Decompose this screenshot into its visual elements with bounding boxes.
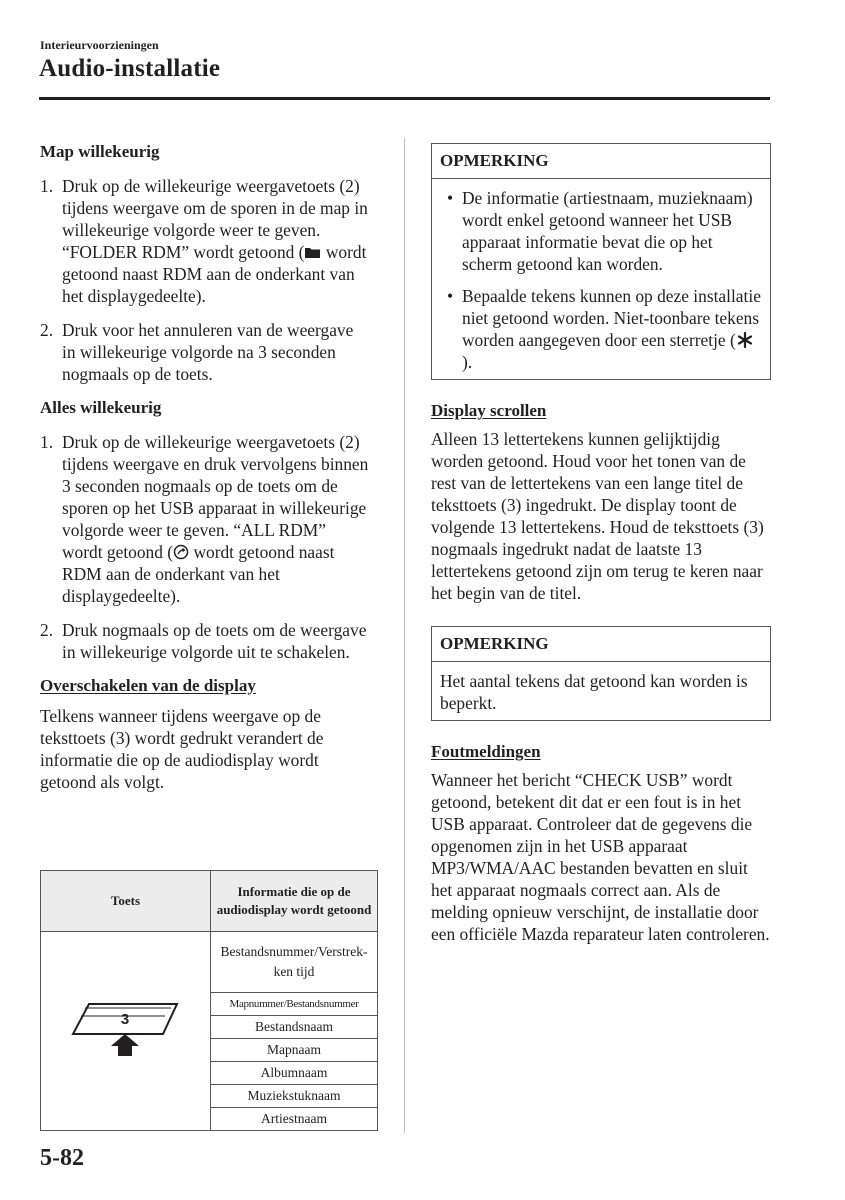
text-key-icon <box>71 994 181 1064</box>
note-body <box>432 662 770 720</box>
list-item <box>40 619 370 663</box>
table-cell: Mapnummer/Bestandsnummer <box>211 993 378 1016</box>
table-cell: Artiestnaam <box>211 1108 378 1131</box>
table-cell: Bestandsnummer/Verstrek-ken tijd <box>211 932 378 993</box>
display-scroll-text: Alleen 13 lettertekens kunnen gelijktijdig worden getoond. Houd voor het tonen van de rest van de lettertekens van een lange titel de teksttoets (3) ingedrukt. De display toont de volgende 13 lettertekens. Houd de teksttoets (3) nogmaals ingedrukt nadat de laatste 13 lettertekens getoond zijn om terug te keren naar het begin van de titel. <box>431 429 764 603</box>
key-cell <box>41 932 211 1131</box>
page-number: 5-82 <box>40 1145 84 1171</box>
list-item <box>40 319 370 385</box>
errors-heading: Foutmeldingen <box>431 742 541 761</box>
map-random-heading: Map willekeurig <box>40 142 160 161</box>
step-text: Druk voor het annuleren van de weergave in willekeurige volgorde na 3 seconden nogmaals op de toets. <box>62 320 354 384</box>
note-heading: OPMERKING <box>432 627 770 662</box>
bullet-text: De informatie (artiestnaam, muzieknaam) wordt enkel getoond wanneer het USB apparaat informatie bevat die op het scherm getoond kan worden. <box>462 188 753 274</box>
list-item <box>40 431 370 607</box>
column-divider <box>404 138 405 1133</box>
map-random-steps <box>40 175 370 385</box>
step-number: 1. <box>40 176 54 196</box>
bullet-text: Bepaalde tekens kunnen op deze installatie niet getoond worden. Niet-toonbare tekens worden aangegeven door een sterretje ( <box>462 286 761 350</box>
key-label: 3 <box>120 1011 129 1028</box>
table-header-key: Toets <box>41 871 211 932</box>
list-item <box>440 187 762 275</box>
page-title: Audio-installatie <box>39 55 221 82</box>
table-row <box>41 932 378 993</box>
display-switch-text: Telkens wanneer tijdens weergave op de teksttoets (3) wordt gedrukt verandert de informatie die op de audiodisplay wordt getoond als volgt. <box>40 706 324 792</box>
step-number: 1. <box>40 432 54 452</box>
all-random-heading: Alles willekeurig <box>40 398 162 417</box>
note-heading: OPMERKING <box>432 144 770 179</box>
note-text: Het aantal tekens dat getoond kan worden is beperkt. <box>440 671 748 713</box>
note-box-2 <box>431 626 771 721</box>
title-rule <box>39 97 770 100</box>
step-number: 2. <box>40 620 54 640</box>
table-cell: Muziekstuknaam <box>211 1085 378 1108</box>
section-label: Interieurvoorzieningen <box>40 38 159 52</box>
all-random-steps <box>40 431 370 663</box>
step-text: Druk nogmaals op de toets om de weergave in willekeurige volgorde uit te schakelen. <box>62 620 367 662</box>
display-info-table <box>40 870 378 1131</box>
table-cell: Mapnaam <box>211 1039 378 1062</box>
step-text-cont: wordt getoond naast RDM aan de onderkant van het displaygedeelte). <box>62 242 367 306</box>
list-item <box>40 175 370 307</box>
note-box-1 <box>431 143 771 380</box>
table-header-info: Informatie die op de audiodisplay wordt getoond <box>211 871 378 932</box>
display-scroll-heading: Display scrollen <box>431 401 547 420</box>
folder-icon <box>304 242 321 255</box>
note-bullets <box>440 187 762 373</box>
note-body <box>432 179 770 379</box>
step-text: Druk op de willekeurige weergavetoets (2) tijdens weergave en druk vervolgens binnen 3 seconden nogmaals op de toets om de sporen op het USB apparaat in willekeurige volgorde weer te geven. “ALL RDM” wordt getoond ( <box>62 432 369 562</box>
step-text-cont: wordt getoond naast RDM aan de onderkant van het displaygedeelte). <box>62 542 335 606</box>
table-header-row <box>41 871 378 932</box>
asterisk-icon <box>736 331 754 349</box>
bullet-text-cont: ). <box>462 352 473 372</box>
right-column <box>431 143 771 945</box>
display-switch-heading: Overschakelen van de display <box>40 676 256 695</box>
step-number: 2. <box>40 320 54 340</box>
list-item <box>440 285 762 373</box>
all-random-icon <box>173 543 189 559</box>
errors-text: Wanneer het bericht “CHECK USB” wordt getoond, betekent dit dat er een fout is in het USB apparaat. Controleer dat de gegevens die opgenomen zijn in het USB apparaat MP3/WMA/AAC bestanden bevatten en sluit het apparaat nogmaals correct aan. Als de melding opnieuw verschijnt, de installatie door een officiële Mazda reparateur laten controleren. <box>431 770 770 944</box>
table-cell: Bestandsnaam <box>211 1016 378 1039</box>
left-column <box>40 141 370 793</box>
table-cell: Albumnaam <box>211 1062 378 1085</box>
step-text: Druk op de willekeurige weergavetoets (2) tijdens weergave om de sporen in de map in willekeurige volgorde weer te geven. “FOLDER RDM” wordt getoond ( <box>62 176 368 262</box>
